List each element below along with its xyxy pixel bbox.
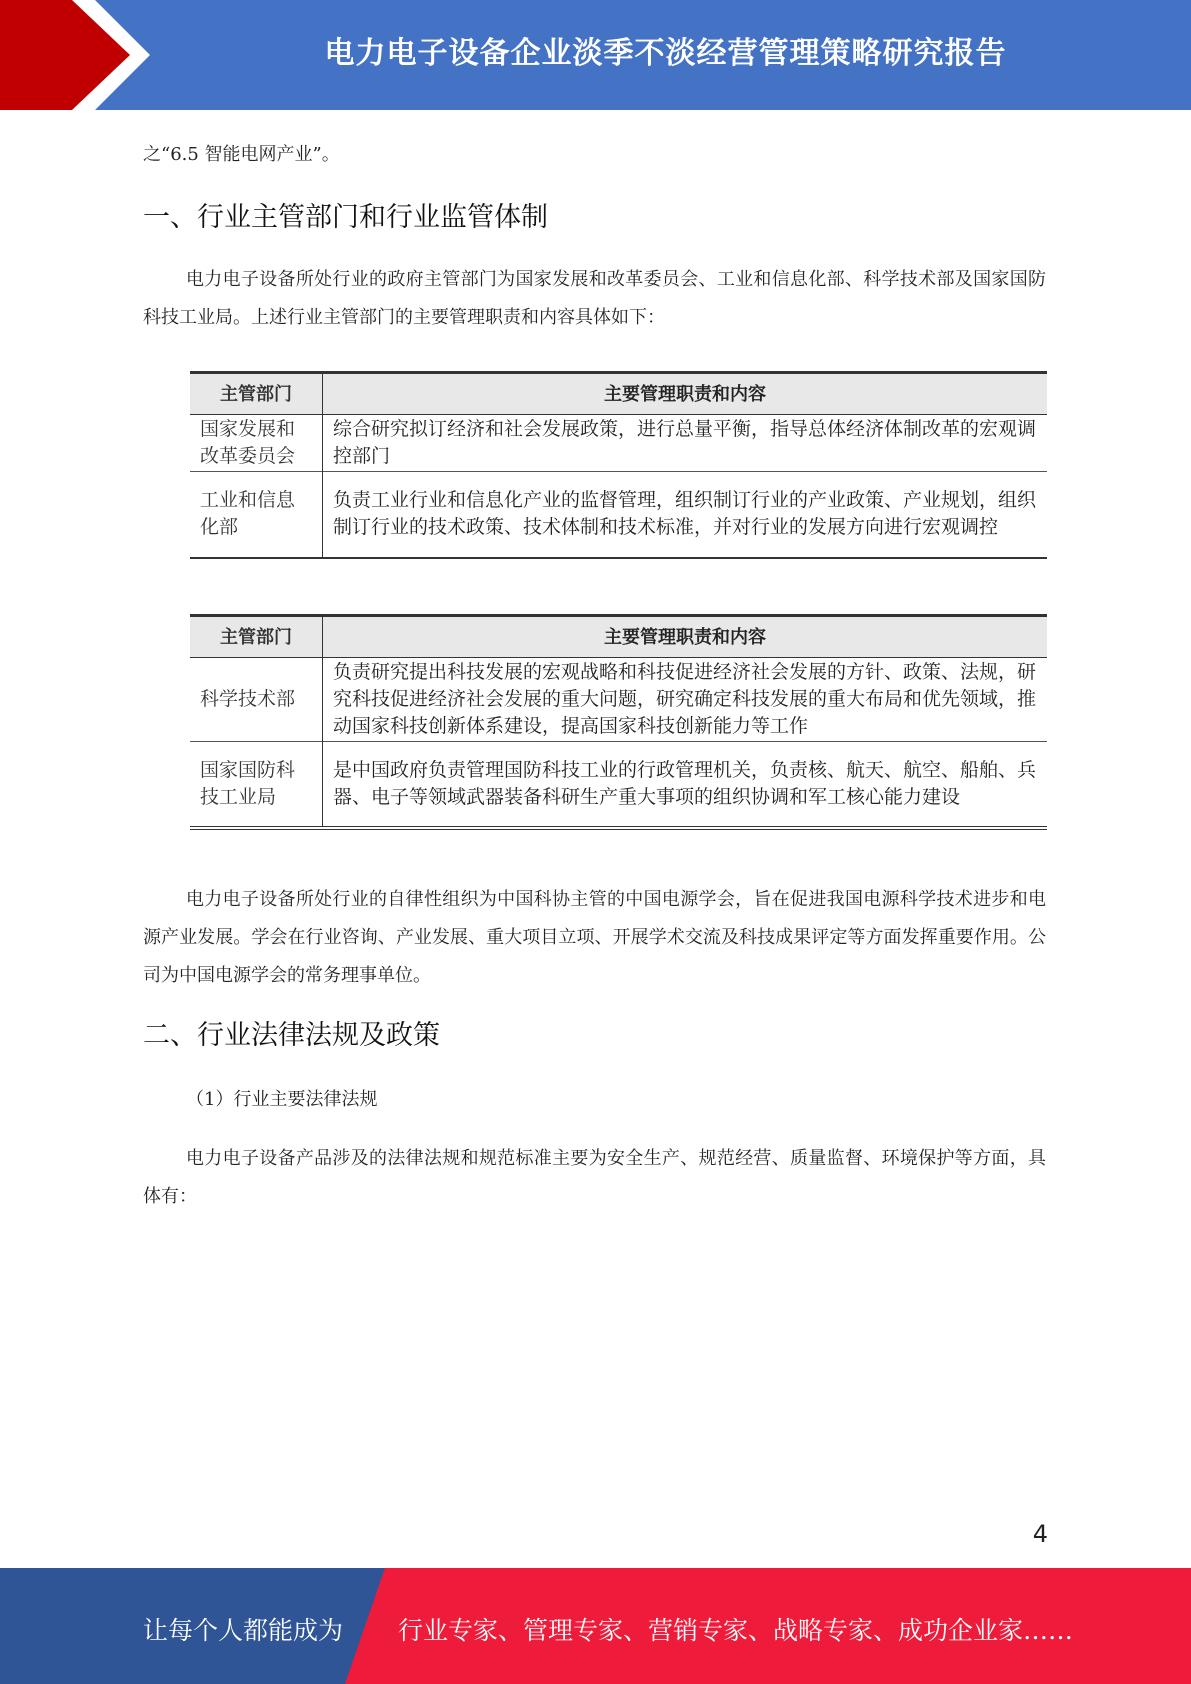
table-row xyxy=(190,658,1047,742)
organization-paragraph: 电力电子设备所处行业的自律性组织为中国科协主管的中国电源学会，旨在促进我国电源科学技术进步和电源产业发展。学会在行业咨询、产业发展、重大项目立项、开展学术交流及科技成果评定等方面发挥重要作用。公司为中国电源学会的常务理事单位。 xyxy=(143,889,1046,986)
table-header-cell: 主管部门 xyxy=(190,373,323,415)
table-cell-duty: 负责研究提出科技发展的宏观战略和科技促进经济社会发展的方针、政策、法规，研究科技促进经济社会发展的重大问题，研究确定科技发展的重大布局和优先领域，推动国家科技创新体系建设，提高国家科技创新能力等工作 xyxy=(323,658,1048,742)
section-heading: 二、行业法律法规及政策 xyxy=(143,1020,440,1051)
table-header-row xyxy=(190,373,1047,415)
table-header-cell: 主要管理职责和内容 xyxy=(323,373,1048,415)
intro-line: 之“6.5 智能电网产业”。 xyxy=(143,144,340,165)
table-cell-dept: 国家国防科技工业局 xyxy=(190,742,323,828)
table-header-row xyxy=(190,616,1047,658)
table-cell-dept: 科学技术部 xyxy=(190,658,323,742)
department-table xyxy=(190,614,1047,830)
section-paragraph: 电力电子设备产品涉及的法律法规和规范标准主要为安全生产、规范经营、质量监督、环境保护等方面，具体有： xyxy=(143,1148,1046,1207)
table-row xyxy=(190,472,1047,558)
department-table xyxy=(190,371,1047,559)
table-header-cell: 主管部门 xyxy=(190,616,323,658)
page-number: 4 xyxy=(1032,1520,1048,1548)
table-row xyxy=(190,742,1047,828)
table-cell-duty: 是中国政府负责管理国防科技工业的行政管理机关，负责核、航天、航空、船舶、兵器、电子等领域武器装备科研生产重大事项的组织协调和军工核心能力建设 xyxy=(323,742,1048,828)
footer-slogan-left: 让每个人都能成为 xyxy=(143,1616,344,1645)
table-header-cell: 主要管理职责和内容 xyxy=(323,616,1048,658)
header-chevron-icon xyxy=(0,0,160,110)
table-cell-duty: 负责工业行业和信息化产业的监督管理，组织制订行业的产业政策、产业规划，组织制订行业的技术政策、技术体制和技术标准，并对行业的发展方向进行宏观调控 xyxy=(323,472,1048,558)
table-cell-duty: 综合研究拟订经济和社会发展政策，进行总量平衡，指导总体经济体制改革的宏观调控部门 xyxy=(323,415,1048,472)
table-cell-dept: 工业和信息化部 xyxy=(190,472,323,558)
section-paragraph: 电力电子设备所处行业的政府主管部门为国家发展和改革委员会、工业和信息化部、科学技术部及国家国防科技工业局。上述行业主管部门的主要管理职责和内容具体如下： xyxy=(143,269,1046,328)
table-row xyxy=(190,415,1047,472)
section-heading: 一、行业主管部门和行业监管体制 xyxy=(143,202,548,233)
subheading: （1）行业主要法律法规 xyxy=(186,1089,378,1110)
header-bar xyxy=(0,0,1191,110)
header-title: 电力电子设备企业淡季不淡经营管理策略研究报告 xyxy=(324,36,1007,71)
footer-slogan-right: 行业专家、管理专家、营销专家、战略专家、成功企业家…… xyxy=(398,1616,1074,1645)
table-cell-dept: 国家发展和改革委员会 xyxy=(190,415,323,472)
